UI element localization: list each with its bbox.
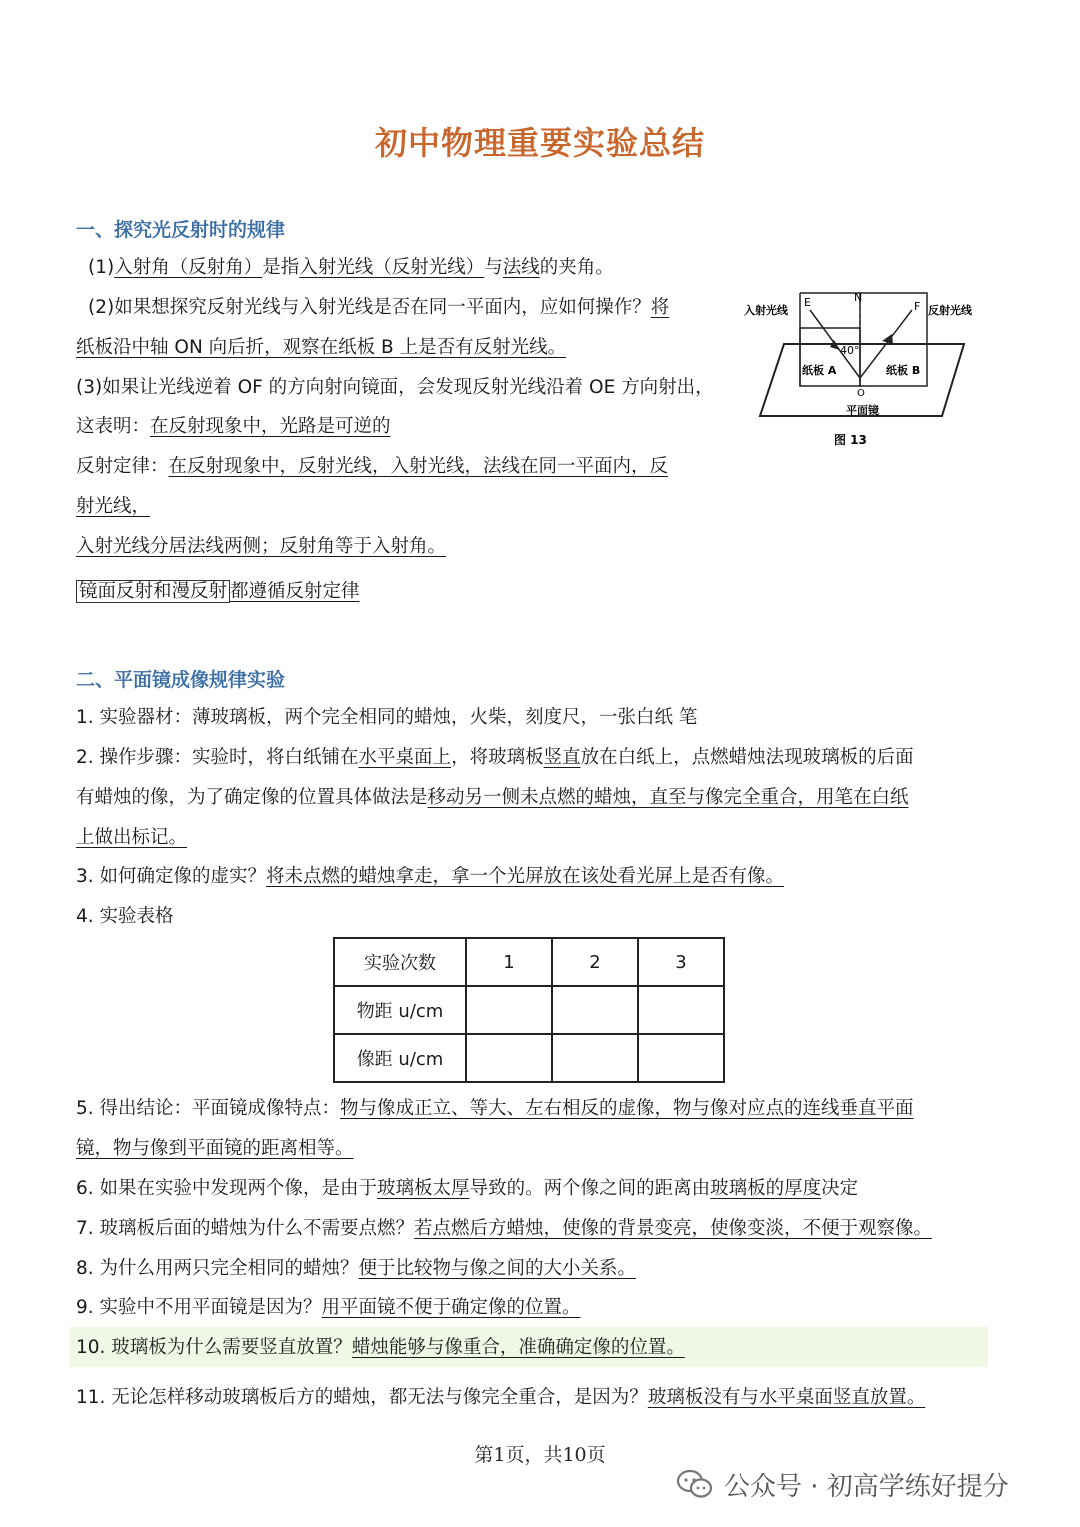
- reflected-arrow: [882, 334, 893, 344]
- item-7-answer: 若点燃后方蜡烛，使像的背景变亮，使像变淡，不便于观察像。: [414, 1218, 933, 1239]
- item-5-line-2: [76, 1136, 354, 1162]
- item-10-answer: 蜡烛能够与像重合，准确确定像的位置。: [351, 1337, 685, 1358]
- item-2-text-e: 放在白纸上，点燃蜡烛法现玻璃板的后面: [580, 747, 914, 768]
- boxed-term: 镜面反射和漫反射: [76, 580, 230, 603]
- q3-line-2: [76, 414, 391, 440]
- table-cell: [552, 986, 638, 1034]
- law-line-2: [76, 494, 150, 520]
- table-row-label: 像距 u/cm: [334, 1034, 466, 1082]
- watermark-text: 公众号 · 初高学练好提分: [724, 1471, 1009, 1502]
- figure-board-a-label: 纸板 A: [802, 364, 837, 377]
- reflection-figure: [742, 288, 987, 453]
- law-text-2: 射光线，: [76, 496, 151, 517]
- item-2-term-vertical: 竖直: [543, 747, 581, 768]
- item-8: [76, 1256, 636, 1282]
- table-header-row: [334, 938, 724, 986]
- q2-line-1: [88, 295, 669, 321]
- q1-term-normal: 法线: [502, 257, 540, 278]
- item-11-answer: 玻璃板没有与水平桌面竖直放置。: [647, 1387, 926, 1408]
- q1-term-ray: 入射光线（反射光线）: [299, 257, 485, 278]
- q2-answer-start: 将: [650, 297, 670, 318]
- figure-label-n: N: [854, 291, 863, 304]
- item-10: [76, 1335, 685, 1361]
- page-title: 初中物理重要实验总结: [374, 124, 705, 162]
- figure-label-reflected: 反射光线: [928, 304, 972, 317]
- item-11-question: 11. 无论怎样移动玻璃板后方的蜡烛，都无法与像完全重合，是因为？: [76, 1387, 648, 1408]
- q1-term-angle: 入射角（反射角）: [114, 257, 263, 278]
- item-2-line-1: [76, 745, 914, 771]
- item-6-text-a: 6. 如果在实验中发现两个像，是由于: [76, 1178, 378, 1199]
- section-heading-2: 二、平面镜成像规律实验: [76, 669, 286, 691]
- reflection-note-text: 都遵循反射定律: [230, 581, 360, 602]
- q3-answer: 在反射现象中，光路是可逆的: [150, 416, 391, 437]
- item-5-answer-end: 镜，物与像到平面镜的距离相等。: [76, 1138, 354, 1159]
- table-cell: [552, 1034, 638, 1082]
- item-10-question: 10. 玻璃板为什么需要竖直放置？: [76, 1337, 352, 1358]
- table-header-cell: 实验次数: [334, 938, 466, 986]
- item-7: [76, 1216, 932, 1242]
- law-text-1: 在反射现象中，反射光线，入射光线，法线在同一平面内，反: [168, 456, 669, 477]
- law-prefix: 反射定律：: [76, 456, 169, 477]
- q1-text-3: 的夹角。: [539, 257, 614, 278]
- item-6: [76, 1176, 858, 1202]
- q1-number: (1): [88, 257, 115, 278]
- item-7-question: 7. 玻璃板后面的蜡烛为什么不需要点燃？: [76, 1218, 415, 1239]
- item-8-answer: 便于比较物与像之间的大小关系。: [358, 1258, 637, 1279]
- item-3-question: 3. 如何确定像的虚实？: [76, 866, 267, 887]
- law-line-1: [76, 454, 668, 480]
- q1-text: 是指: [262, 257, 300, 278]
- item-2-answer-end: 上做出标记。: [76, 827, 188, 848]
- figure-caption: 图 13: [834, 433, 867, 447]
- q1-text-2: 与: [484, 257, 503, 278]
- item-5-line-1: [76, 1096, 914, 1122]
- table-header-cell: 3: [638, 938, 724, 986]
- section-heading-1: 一、探究光反射时的规律: [76, 219, 286, 241]
- table-header-cell: 1: [466, 938, 552, 986]
- table-header-cell: 2: [552, 938, 638, 986]
- table-row: [334, 1034, 724, 1082]
- item-9: [76, 1295, 581, 1321]
- table-cell: [466, 986, 552, 1034]
- figure-board-b-label: 纸板 B: [886, 364, 921, 377]
- figure-label-f: F: [914, 300, 921, 313]
- item-3: [76, 864, 784, 890]
- q1-line: [88, 255, 614, 281]
- item-2-line-3: [76, 825, 187, 851]
- item-9-question: 9. 实验中不用平面镜是因为？: [76, 1297, 322, 1318]
- item-2-answer: 移动另一侧未点燃的蜡烛，直至与像完全重合，用笔在白纸: [427, 787, 909, 808]
- item-1: 1. 实验器材：薄玻璃板，两个完全相同的蜡烛，火柴，刻度尺，一张白纸 笔: [76, 707, 698, 728]
- q2-answer: 纸板沿中轴 ON 向后折，观察在纸板 B 上是否有反射光线。: [76, 337, 567, 358]
- item-11: [76, 1385, 925, 1411]
- item-6-term-thickness: 玻璃板的厚度: [710, 1178, 822, 1199]
- item-2-term-desk: 水平桌面上: [358, 747, 452, 768]
- table-cell: [466, 1034, 552, 1082]
- table-cell: [638, 1034, 724, 1082]
- law-text-3: 入射光线分居法线两侧；反射角等于入射角。: [76, 536, 447, 557]
- item-5-answer: 物与像成正立、等大、左右相反的虚像，物与像对应点的连线垂直平面: [340, 1098, 914, 1119]
- figure-mirror-label: 平面镜: [846, 404, 879, 417]
- watermark: [676, 1462, 1009, 1506]
- item-3-answer: 将未点燃的蜡烛拿走，拿一个光屏放在该处看光屏上是否有像。: [266, 866, 785, 887]
- item-6-term-thick: 玻璃板太厚: [377, 1178, 470, 1199]
- item-4: 4. 实验表格: [76, 906, 174, 927]
- item-8-question: 8. 为什么用两只完全相同的蜡烛？: [76, 1258, 359, 1279]
- figure-label-e: E: [804, 296, 811, 309]
- q2-question: (2)如果想探究反射光线与入射光线是否在同一平面内，应如何操作？: [88, 297, 651, 318]
- item-9-answer: 用平面镜不便于确定像的位置。: [321, 1297, 581, 1318]
- q2-line-2: [76, 335, 566, 361]
- figure-label-o: O: [857, 388, 865, 399]
- law-line-3: [76, 534, 446, 560]
- table-row: [334, 986, 724, 1034]
- item-2-text-f: 有蜡烛的像，为了确定像的位置具体做法是: [76, 787, 428, 808]
- page-footer: 第1页，共10页: [474, 1444, 606, 1466]
- q3-prefix: 这表明：: [76, 416, 151, 437]
- q3-line-1: (3)如果让光线逆着 OF 的方向射向镜面，会发现反射光线沿着 OE 方向射出，: [76, 377, 714, 398]
- table-cell: [638, 986, 724, 1034]
- item-2-text-a: 2. 操作步骤：实验时，将白纸铺在: [76, 747, 359, 768]
- wechat-icon: [676, 1469, 714, 1499]
- experiment-table: [333, 937, 725, 1083]
- item-2-text-c: ，将玻璃板: [451, 747, 544, 768]
- figure-label-incident: 入射光线: [744, 304, 788, 317]
- item-6-text-c: 导致的。两个像之间的距离由: [469, 1178, 711, 1199]
- figure-angle-label: 40°: [840, 344, 860, 357]
- item-6-text-e: 决定: [821, 1178, 859, 1199]
- reflection-note: [76, 579, 360, 605]
- table-row-label: 物距 u/cm: [334, 986, 466, 1034]
- item-2-line-2: [76, 785, 909, 811]
- item-5-prefix: 5. 得出结论：平面镜成像特点：: [76, 1098, 341, 1119]
